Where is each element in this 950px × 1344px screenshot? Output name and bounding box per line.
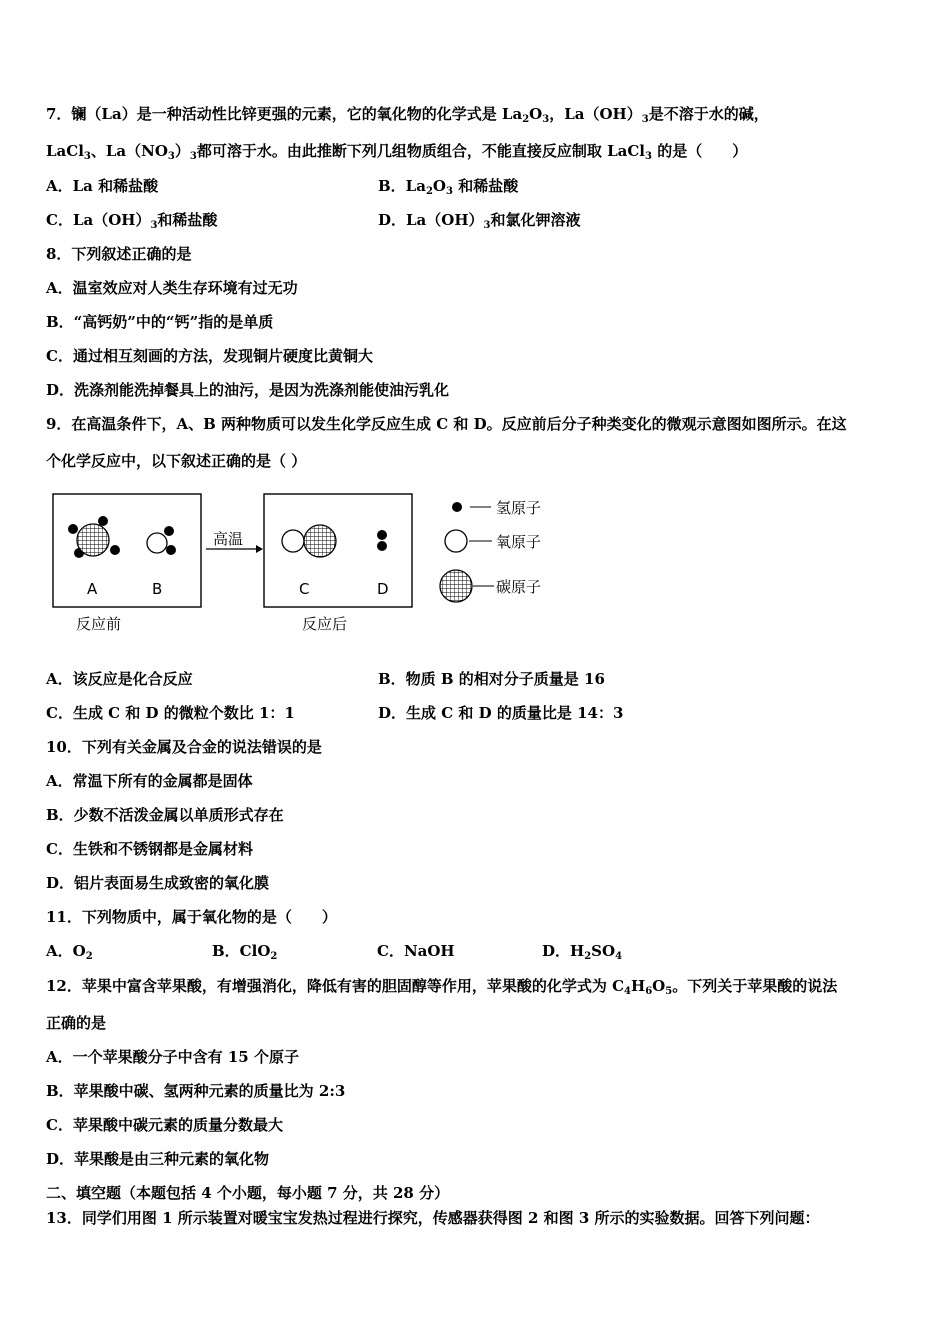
arrow-head-icon xyxy=(256,545,263,553)
label-d: D xyxy=(377,580,389,598)
after-box xyxy=(264,494,412,607)
q9-option-d: D．生成 C 和 D 的质量比是 14：3 xyxy=(378,704,624,722)
molecule-c xyxy=(282,525,336,557)
label-b: B xyxy=(152,580,163,598)
q8-option-d: D．洗涤剂能洗掉餐具上的油污，是因为洗涤剂能使油污乳化 xyxy=(46,381,450,399)
q11-option-c: C．NaOH xyxy=(377,942,455,960)
q8-stem: 8．下列叙述正确的是 xyxy=(46,245,192,263)
q11-stem: 11．下列物质中，属于氧化物的是（ ） xyxy=(46,908,337,926)
molecule-b xyxy=(147,526,176,555)
q7-option-a: A．La 和稀盐酸 xyxy=(46,177,159,195)
q12-option-d: D．苹果酸是由三种元素的氧化物 xyxy=(46,1150,270,1168)
q7-option-b: B．$La_2O_3$ 和稀盐酸 xyxy=(378,177,519,197)
q8-option-b: B．“高钙奶”中的“钙”指的是单质 xyxy=(46,313,274,331)
q11-option-d: D．$H_2SO_4$ xyxy=(542,942,623,962)
q11-option-b: B．ClO$_2$ xyxy=(212,942,278,962)
q13-stem: 13．同学们用图 1 所示装置对暖宝宝发热过程进行探究，传感器获得图 2 和图 3 所示的实验数据。回答下列问题： xyxy=(46,1209,820,1227)
q12-option-a: A．一个苹果酸分子中含有 15 个原子 xyxy=(46,1048,299,1066)
label-after: 反应后 xyxy=(302,615,348,633)
q9-option-a: A．该反应是化合反应 xyxy=(46,670,193,688)
q9-option-c: C．生成 C 和 D 的微粒个数比 1：1 xyxy=(46,704,295,722)
q10-option-d: D．铝片表面易生成致密的氧化膜 xyxy=(46,874,270,892)
hydrogen-atom-icon xyxy=(452,502,462,512)
q8-option-a: A．温室效应对人类生存环境有过无功 xyxy=(46,279,298,297)
q10-option-c: C．生铁和不锈钢都是金属材料 xyxy=(46,840,253,858)
label-a: A xyxy=(87,580,98,598)
legend-oxygen: 氧原子 xyxy=(496,533,542,551)
q7-stem-line1: 7．镧（La）是一种活动性比锌更强的元素，它的氧化物的化学式是 $La_2O_3$，$La(OH)_3$是不溶于水的碱， xyxy=(46,105,769,125)
q9-option-b: B．物质 B 的相对分子质量是 16 xyxy=(378,670,605,688)
arrow-label: 高温 xyxy=(213,530,244,548)
q12-stem-line2: 正确的是 xyxy=(46,1014,107,1032)
molecule-d xyxy=(377,530,387,551)
label-c: C xyxy=(299,580,310,598)
q7-option-d: D．$La(OH)_3$和氯化钾溶液 xyxy=(378,211,581,231)
q7-stem-line2: LaCl$_3$、$La(NO_3)_3$都可溶于水。由此推断下列几组物质组合，不能直接反应制取 LaCl$_3$ 的是（ ） xyxy=(46,142,748,162)
oxygen-atom-icon xyxy=(445,530,467,552)
q12-stem-line1: 12．苹果中富含苹果酸，有增强消化，降低有害的胆固醇等作用，苹果酸的化学式为 $C_4H_6O_5$。下列关于苹果酸的说法 xyxy=(46,977,838,997)
legend-carbon: 碳原子 xyxy=(496,578,542,596)
q10-option-b: B．少数不活泼金属以单质形式存在 xyxy=(46,806,284,824)
carbon-atom-icon xyxy=(440,570,472,602)
q7-option-c: C．$La(OH)_3$和稀盐酸 xyxy=(46,211,218,231)
q12-option-b: B．苹果酸中碳、氢两种元素的质量比为 2:3 xyxy=(46,1082,346,1100)
q11-option-a: A．$O_2$ xyxy=(46,942,93,962)
q8-option-c: C．通过相互刻画的方法，发现铜片硬度比黄铜大 xyxy=(46,347,373,365)
legend-hydrogen: 氢原子 xyxy=(496,499,542,517)
q10-option-a: A．常温下所有的金属都是固体 xyxy=(46,772,253,790)
molecule-a xyxy=(68,516,120,558)
section-2-heading: 二、填空题（本题包括 4 个小题，每小题 7 分，共 28 分） xyxy=(46,1184,450,1202)
q9-stem-line1: 9．在高温条件下，A、B 两种物质可以发生化学反应生成 C 和 D。反应前后分子种类变化的微观示意图如图所示。在这 xyxy=(46,415,847,433)
reaction-diagram xyxy=(46,488,586,638)
label-before: 反应前 xyxy=(76,615,122,633)
q12-option-c: C．苹果酸中碳元素的质量分数最大 xyxy=(46,1116,283,1134)
q10-stem: 10．下列有关金属及合金的说法错误的是 xyxy=(46,738,322,756)
q9-stem-line2: 个化学反应中，以下叙述正确的是（ ） xyxy=(46,452,307,470)
